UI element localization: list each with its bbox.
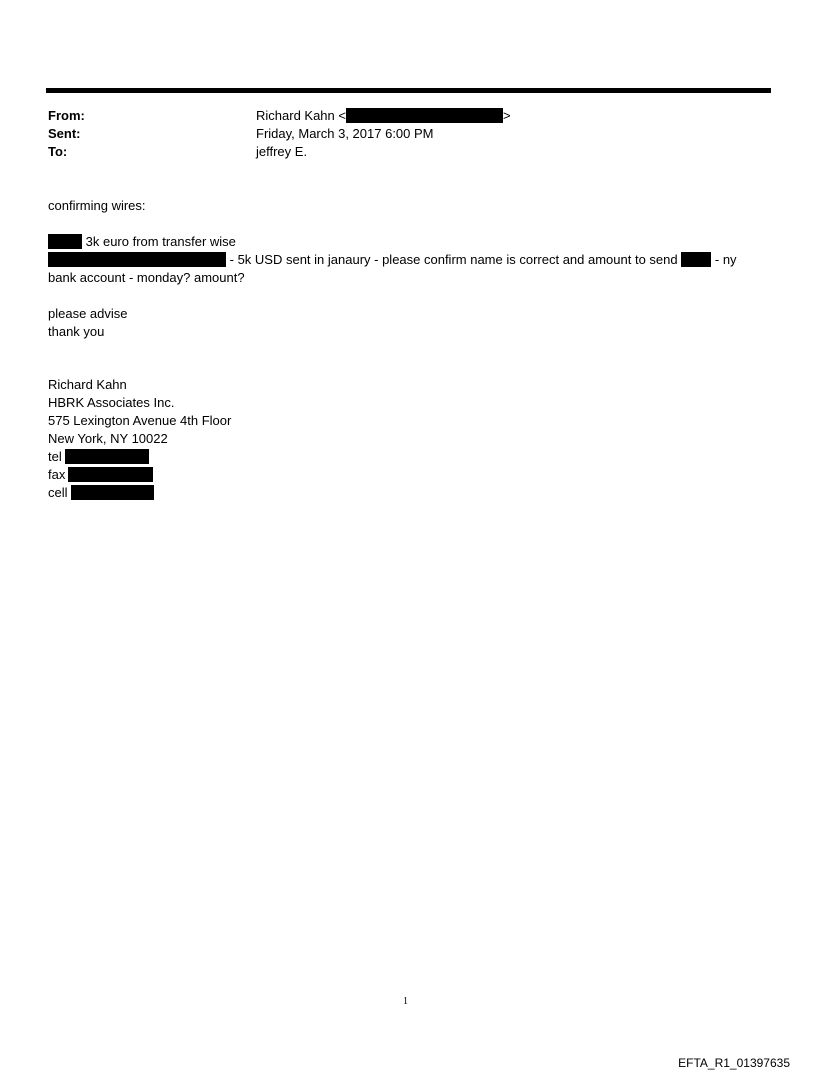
signature-tel: [48, 448, 149, 466]
document-id: EFTA_R1_01397635: [678, 1056, 790, 1070]
sent-value: Friday, March 3, 2017 6:00 PM: [256, 126, 434, 141]
signature-name: Richard Kahn: [48, 377, 127, 392]
redaction-email: [346, 108, 503, 123]
signature-company: HBRK Associates Inc.: [48, 395, 175, 410]
wire-line-1: [48, 233, 236, 251]
redaction-wire2-name: [48, 252, 226, 267]
from-value: [256, 107, 511, 125]
to-label: To:: [48, 144, 68, 159]
cell-label: cell: [48, 485, 68, 500]
redaction-fax: [68, 467, 153, 482]
fax-label: fax: [48, 467, 66, 482]
body-advise: please advise: [48, 306, 128, 321]
page-number: 1: [403, 996, 408, 1007]
from-value-end: >: [502, 108, 511, 123]
body-intro: confirming wires:: [48, 198, 146, 213]
wire2-text-b: - ny: [714, 252, 737, 267]
redaction-wire2-amount: [681, 252, 711, 267]
wire-line-2-cont: bank account - monday? amount?: [48, 270, 245, 285]
from-name: Richard Kahn <: [256, 108, 346, 123]
wire-line-2: [48, 251, 737, 269]
redaction-wire1: [48, 234, 82, 249]
body-thanks: thank you: [48, 324, 105, 339]
sent-label: Sent:: [48, 126, 81, 141]
redaction-tel: [65, 449, 149, 464]
to-value: jeffrey E.: [256, 144, 308, 159]
signature-fax: [48, 466, 153, 484]
from-label: From:: [48, 108, 85, 123]
header-rule: [46, 88, 771, 93]
signature-address1: 575 Lexington Avenue 4th Floor: [48, 413, 232, 428]
signature-cell: [48, 484, 154, 502]
tel-label: tel: [48, 449, 62, 464]
redaction-cell: [71, 485, 154, 500]
wire1-text: 3k euro from transfer wise: [85, 234, 236, 249]
wire2-text-a: - 5k USD sent in janaury - please confirm name is correct and amount to send: [229, 252, 678, 267]
signature-address2: New York, NY 10022: [48, 431, 168, 446]
